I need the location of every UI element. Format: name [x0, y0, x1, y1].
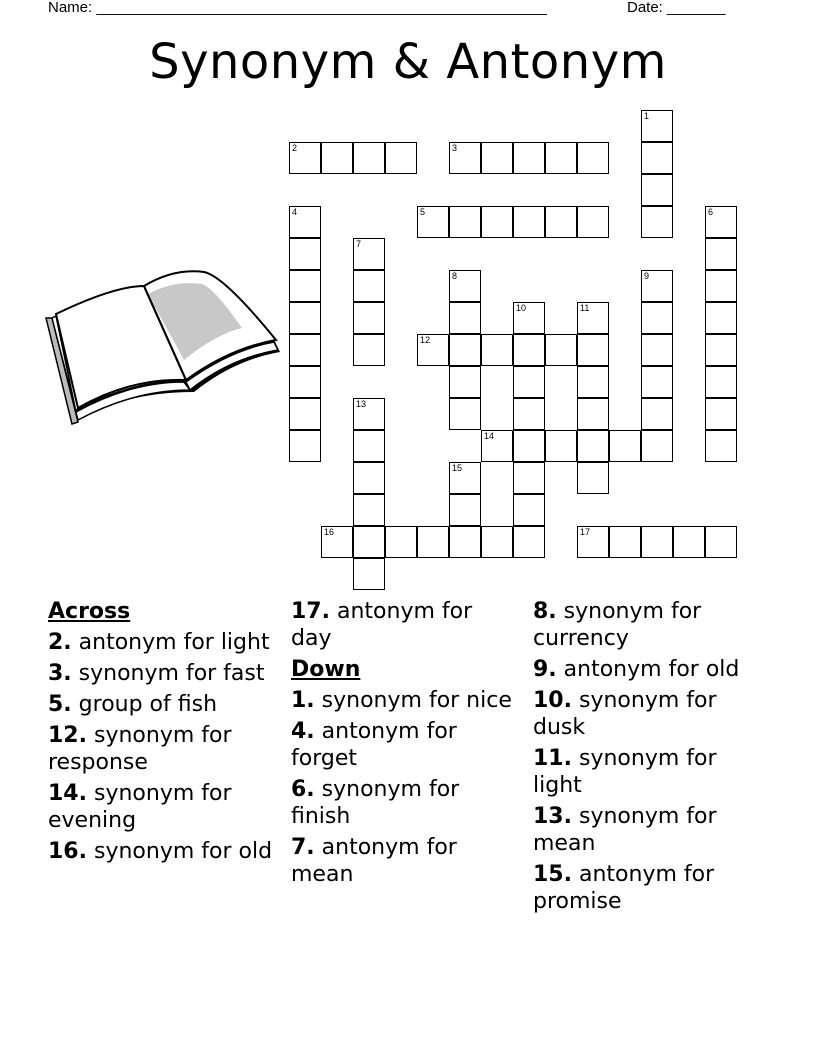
- crossword-cell[interactable]: [449, 494, 481, 526]
- crossword-cell[interactable]: [545, 206, 577, 238]
- cell-number: 11: [580, 303, 590, 313]
- crossword-cell[interactable]: [449, 302, 481, 334]
- clue-down-4: 4. antonym for forget: [291, 719, 457, 771]
- clue-down-6: 6. synonym for finish: [291, 777, 460, 829]
- crossword-cell[interactable]: [321, 526, 353, 558]
- clue-across-17: 17. antonym for day: [291, 599, 473, 651]
- crossword-cell[interactable]: [705, 526, 737, 558]
- cell-number: 17: [580, 527, 591, 537]
- page-title: Synonym & Antonym: [149, 34, 667, 90]
- crossword-cell[interactable]: [609, 430, 641, 462]
- crossword-cell[interactable]: [353, 398, 385, 430]
- crossword-cell[interactable]: [513, 302, 545, 334]
- clue-down-15: 15. antonym for promise: [533, 862, 715, 914]
- crossword-cell[interactable]: [353, 494, 385, 526]
- clue-down-10: 10. synonym for dusk: [533, 688, 717, 740]
- crossword-cell[interactable]: [449, 270, 481, 302]
- clue-column-3: [533, 598, 758, 919]
- crossword-cell[interactable]: [641, 174, 673, 206]
- crossword-cell[interactable]: [513, 142, 545, 174]
- crossword-cell[interactable]: [289, 366, 321, 398]
- crossword-cell[interactable]: [577, 462, 609, 494]
- crossword-cell[interactable]: [641, 398, 673, 430]
- crossword-cell[interactable]: [577, 302, 609, 334]
- clue-down-1: 1. synonym for nice: [291, 688, 512, 713]
- crossword-cell[interactable]: [545, 430, 577, 462]
- crossword-cell[interactable]: [449, 206, 481, 238]
- cell-number: 10: [516, 303, 527, 313]
- crossword-cell[interactable]: [289, 334, 321, 366]
- crossword-cell[interactable]: [353, 526, 385, 558]
- clue-column-2: [291, 598, 516, 892]
- clue-across-12: 12. synonym for response: [48, 723, 232, 775]
- cell-number: 3: [452, 143, 458, 153]
- crossword-cell[interactable]: [353, 270, 385, 302]
- crossword-cell[interactable]: [513, 366, 545, 398]
- clue-down-9: 9. antonym for old: [533, 657, 740, 682]
- crossword-cell[interactable]: [673, 526, 705, 558]
- clue-down-8: 8. synonym for currency: [533, 599, 702, 651]
- crossword-cell[interactable]: [577, 206, 609, 238]
- open-book-icon: [44, 262, 284, 432]
- crossword-cell[interactable]: [705, 302, 737, 334]
- down-heading: Down: [291, 657, 361, 682]
- crossword-cell[interactable]: [705, 270, 737, 302]
- crossword-cell[interactable]: [449, 366, 481, 398]
- header: [48, 0, 748, 20]
- crossword-cell[interactable]: [513, 494, 545, 526]
- crossword-cell[interactable]: [449, 526, 481, 558]
- crossword-cell[interactable]: [705, 430, 737, 462]
- cell-number: 15: [452, 463, 463, 473]
- crossword-cell[interactable]: [353, 462, 385, 494]
- cell-number: 5: [420, 207, 426, 217]
- clue-across-14: 14. synonym for evening: [48, 781, 232, 833]
- crossword-cell[interactable]: [481, 206, 513, 238]
- crossword-cell[interactable]: [289, 430, 321, 462]
- crossword-cell[interactable]: [385, 526, 417, 558]
- cell-number: 8: [452, 271, 458, 281]
- crossword-cell[interactable]: [449, 462, 481, 494]
- crossword-cell[interactable]: [641, 206, 673, 238]
- crossword-cell[interactable]: [321, 142, 353, 174]
- clue-across-3: 3. synonym for fast: [48, 661, 265, 686]
- crossword-cell[interactable]: [641, 302, 673, 334]
- cell-number: 13: [356, 399, 367, 409]
- cell-number: 2: [292, 143, 298, 153]
- crossword-cell[interactable]: [705, 398, 737, 430]
- crossword-cell[interactable]: [289, 206, 321, 238]
- crossword-cell[interactable]: [481, 526, 513, 558]
- crossword-cell[interactable]: [577, 430, 609, 462]
- crossword-cell[interactable]: [289, 142, 321, 174]
- clue-down-7: 7. antonym for mean: [291, 835, 457, 887]
- cell-number: 6: [708, 207, 714, 217]
- crossword-cell[interactable]: [705, 334, 737, 366]
- cell-number: 1: [644, 111, 650, 121]
- crossword-cell[interactable]: [641, 270, 673, 302]
- crossword-cell[interactable]: [289, 398, 321, 430]
- crossword-cell[interactable]: [353, 142, 385, 174]
- crossword-cell[interactable]: [513, 462, 545, 494]
- crossword-cell[interactable]: [417, 334, 449, 366]
- name-field-label[interactable]: Name: ______________________________________________________: [48, 0, 547, 16]
- cell-number: 9: [644, 271, 650, 281]
- crossword-cell[interactable]: [481, 334, 513, 366]
- crossword-cell[interactable]: [513, 334, 545, 366]
- crossword-cell[interactable]: [449, 398, 481, 430]
- crossword-cell[interactable]: [289, 238, 321, 270]
- clue-across-2: 2. antonym for light: [48, 630, 270, 655]
- across-heading: Across: [48, 599, 131, 624]
- crossword-cell[interactable]: [577, 398, 609, 430]
- clue-column-1: [48, 598, 273, 869]
- crossword-cell[interactable]: [577, 334, 609, 366]
- cell-number: 7: [356, 239, 362, 249]
- clue-across-5: 5. group of fish: [48, 692, 218, 717]
- crossword-cell[interactable]: [449, 334, 481, 366]
- crossword-cell[interactable]: [289, 270, 321, 302]
- cell-number: 16: [324, 527, 335, 537]
- cell-number: 14: [484, 431, 495, 441]
- crossword-cell[interactable]: [513, 206, 545, 238]
- crossword-cell[interactable]: [289, 302, 321, 334]
- crossword-cell[interactable]: [353, 302, 385, 334]
- clue-across-16: 16. synonym for old: [48, 839, 273, 864]
- crossword-cell[interactable]: [513, 430, 545, 462]
- crossword-cell[interactable]: [641, 430, 673, 462]
- crossword-cell[interactable]: [481, 142, 513, 174]
- crossword-cell[interactable]: [513, 398, 545, 430]
- crossword-cell[interactable]: [417, 526, 449, 558]
- crossword-cell[interactable]: [449, 142, 481, 174]
- crossword-cell[interactable]: [577, 142, 609, 174]
- cell-number: 12: [420, 335, 431, 345]
- crossword-cell[interactable]: [513, 526, 545, 558]
- cell-number: 4: [292, 207, 298, 217]
- crossword-cell[interactable]: [641, 110, 673, 142]
- crossword-cell[interactable]: [417, 206, 449, 238]
- crossword-cell[interactable]: [545, 142, 577, 174]
- clue-down-11: 11. synonym for light: [533, 746, 717, 798]
- clue-down-13: 13. synonym for mean: [533, 804, 717, 856]
- crossword-cell[interactable]: [353, 238, 385, 270]
- crossword-cell[interactable]: [705, 366, 737, 398]
- crossword-cell[interactable]: [641, 526, 673, 558]
- crossword-cell[interactable]: [705, 206, 737, 238]
- crossword-cell[interactable]: [641, 142, 673, 174]
- crossword-cell[interactable]: [353, 430, 385, 462]
- crossword-cell[interactable]: [481, 430, 513, 462]
- crossword-cell[interactable]: [353, 558, 385, 590]
- crossword-cell[interactable]: [385, 142, 417, 174]
- crossword-cell[interactable]: [609, 526, 641, 558]
- crossword-cell[interactable]: [705, 238, 737, 270]
- crossword-cell[interactable]: [641, 366, 673, 398]
- crossword-cell[interactable]: [353, 334, 385, 366]
- crossword-cell[interactable]: [577, 366, 609, 398]
- crossword-cell[interactable]: [577, 526, 609, 558]
- crossword-cell[interactable]: [545, 334, 577, 366]
- crossword-cell[interactable]: [641, 334, 673, 366]
- date-field-label[interactable]: Date: _______: [627, 0, 726, 16]
